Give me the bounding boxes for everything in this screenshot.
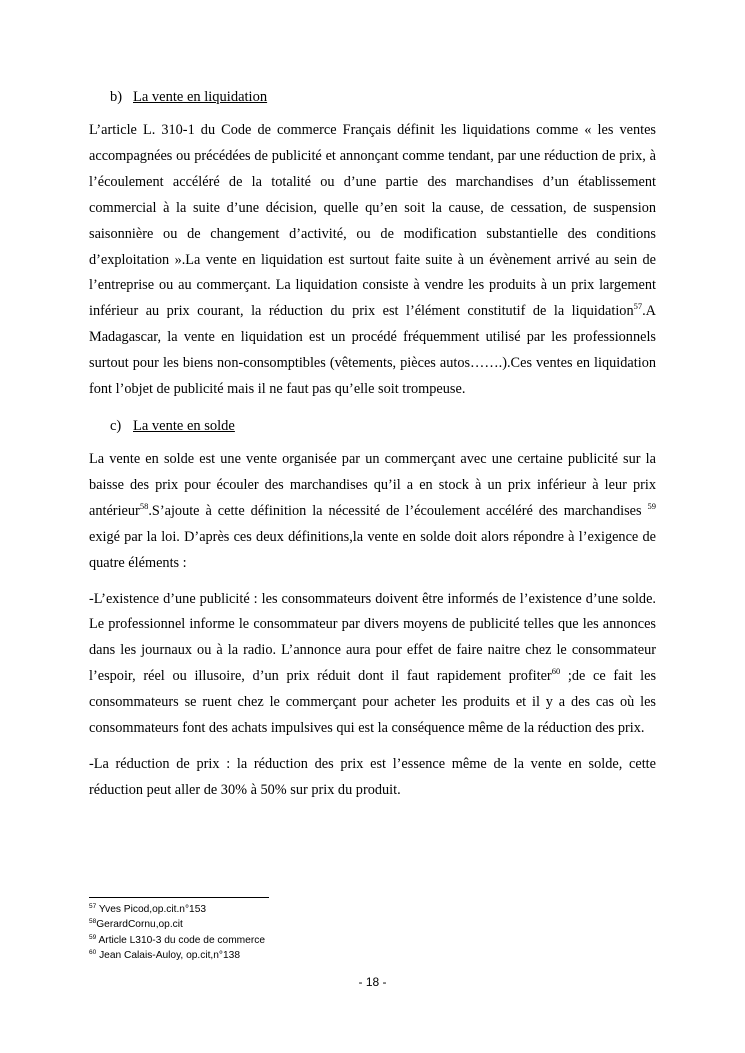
footnote-text: Jean Calais-Auloy, op.cit,n°138 <box>96 950 240 962</box>
footnote-number: 58 <box>89 918 97 926</box>
text-run: L’article L. 310-1 du Code de commerce Français définit les liquidations comme « les ventes accompagnées ou précédées de publicité et annonçant comme tendant, par une réduction de prix, à l’écoulement accéléré de la totalité ou d’une partie des marchandises d’un établissement commercial à la suite d’une décision, quelle qu’en soit la cause, de cessation, de suspension saisonnière ou de changement d’activité, ou de modification substantielle des conditions d’exploitation ».La vente en liquidation est surtout faite suite à un évènement arrivé au sein de l’entreprise ou au commerçant. La liquidation consiste à vendre les produits à un prix largement inférieur au prix courant, la réduction du prix est l’élément constitutif de la liquidation <box>89 122 656 320</box>
footnote-item <box>89 917 489 932</box>
footnote-item <box>89 948 489 963</box>
text-run: .S’ajoute à cette définition la nécessité de l’écoulement accéléré des marchandises <box>148 502 648 519</box>
section-b-letter: b) <box>110 89 123 105</box>
footnote-ref-60[interactable]: 60 <box>551 666 561 677</box>
footnotes <box>89 902 489 964</box>
footnote-text: GerardCornu,op.cit <box>96 919 183 931</box>
page-number: - 18 - <box>358 975 387 989</box>
section-c-paragraph-3: -La réduction de prix : la réduction des prix est l’essence même de la vente en solde, cette réduction peut aller de 30% à 50% sur prix du produit. <box>89 755 656 798</box>
footnote-separator <box>89 897 269 898</box>
text-run: ;de ce fait les consommateurs se ruent chez le commerçant pour acheter les produits et il y a des cas où les consommateurs font des achats impulsives qui est la conséquence même de la réduction des prix. <box>89 668 657 737</box>
text-run: .A Madagascar, la vente en liquidation est un procédé fréquemment utilisé par les professionnels surtout pour les biens non-consomptibles (vêtements, pièces autos…….).Ces ventes en liquidation font l’objet de publicité mais il ne faut pas qu’elle soit trompeuse. <box>89 303 656 398</box>
footnote-number: 57 <box>89 903 97 910</box>
page-body <box>89 84 656 814</box>
text-run: exigé par la loi. D’après ces deux définitions,la vente en solde doit alors répondre à l’exigence de quatre éléments : <box>89 528 656 571</box>
text-run: -L’existence d’une publicité : les consommateurs doivent être informés de l’existence d’une solde. Le professionnel informe le consommateur par divers moyens de publicité telles que les annonces dans les journaux ou à la radio. L’annonce aura pour effet de faire naitre chez le consommateur l’espoir, réel ou illusoire, d’un prix réduit dont il faut rapidement profiter <box>89 590 656 685</box>
footnote-item <box>89 933 489 948</box>
section-c-paragraph-2 <box>89 587 656 742</box>
footnote-ref-57[interactable]: 57 <box>633 301 643 312</box>
footnote-number: 59 <box>89 933 97 941</box>
section-c-title: La vente en solde <box>133 417 235 434</box>
footnote-ref-58[interactable]: 58 <box>139 500 149 511</box>
footnote-text: Yves Picod,op.cit.n°153 <box>96 904 207 915</box>
footnote-text: Article L310-3 du code de commerce <box>96 934 265 946</box>
section-c-letter: c) <box>110 417 122 434</box>
section-b-paragraph <box>89 118 656 403</box>
footnote-number: 60 <box>89 949 97 957</box>
footnote-ref-59[interactable]: 59 <box>647 500 656 511</box>
text-run: La vente en solde est une vente organisée par un commerçant avec une certaine publicité sur la baisse des prix pour écouler des marchandises qu’il a en stock à un prix inférieur à leur prix antérieur <box>89 450 656 519</box>
section-b-heading <box>89 84 656 110</box>
section-c-heading <box>89 413 656 439</box>
section-b-title: La vente en liquidation <box>133 89 268 105</box>
footnote-item <box>89 902 489 917</box>
section-c-paragraph-1 <box>89 447 656 577</box>
